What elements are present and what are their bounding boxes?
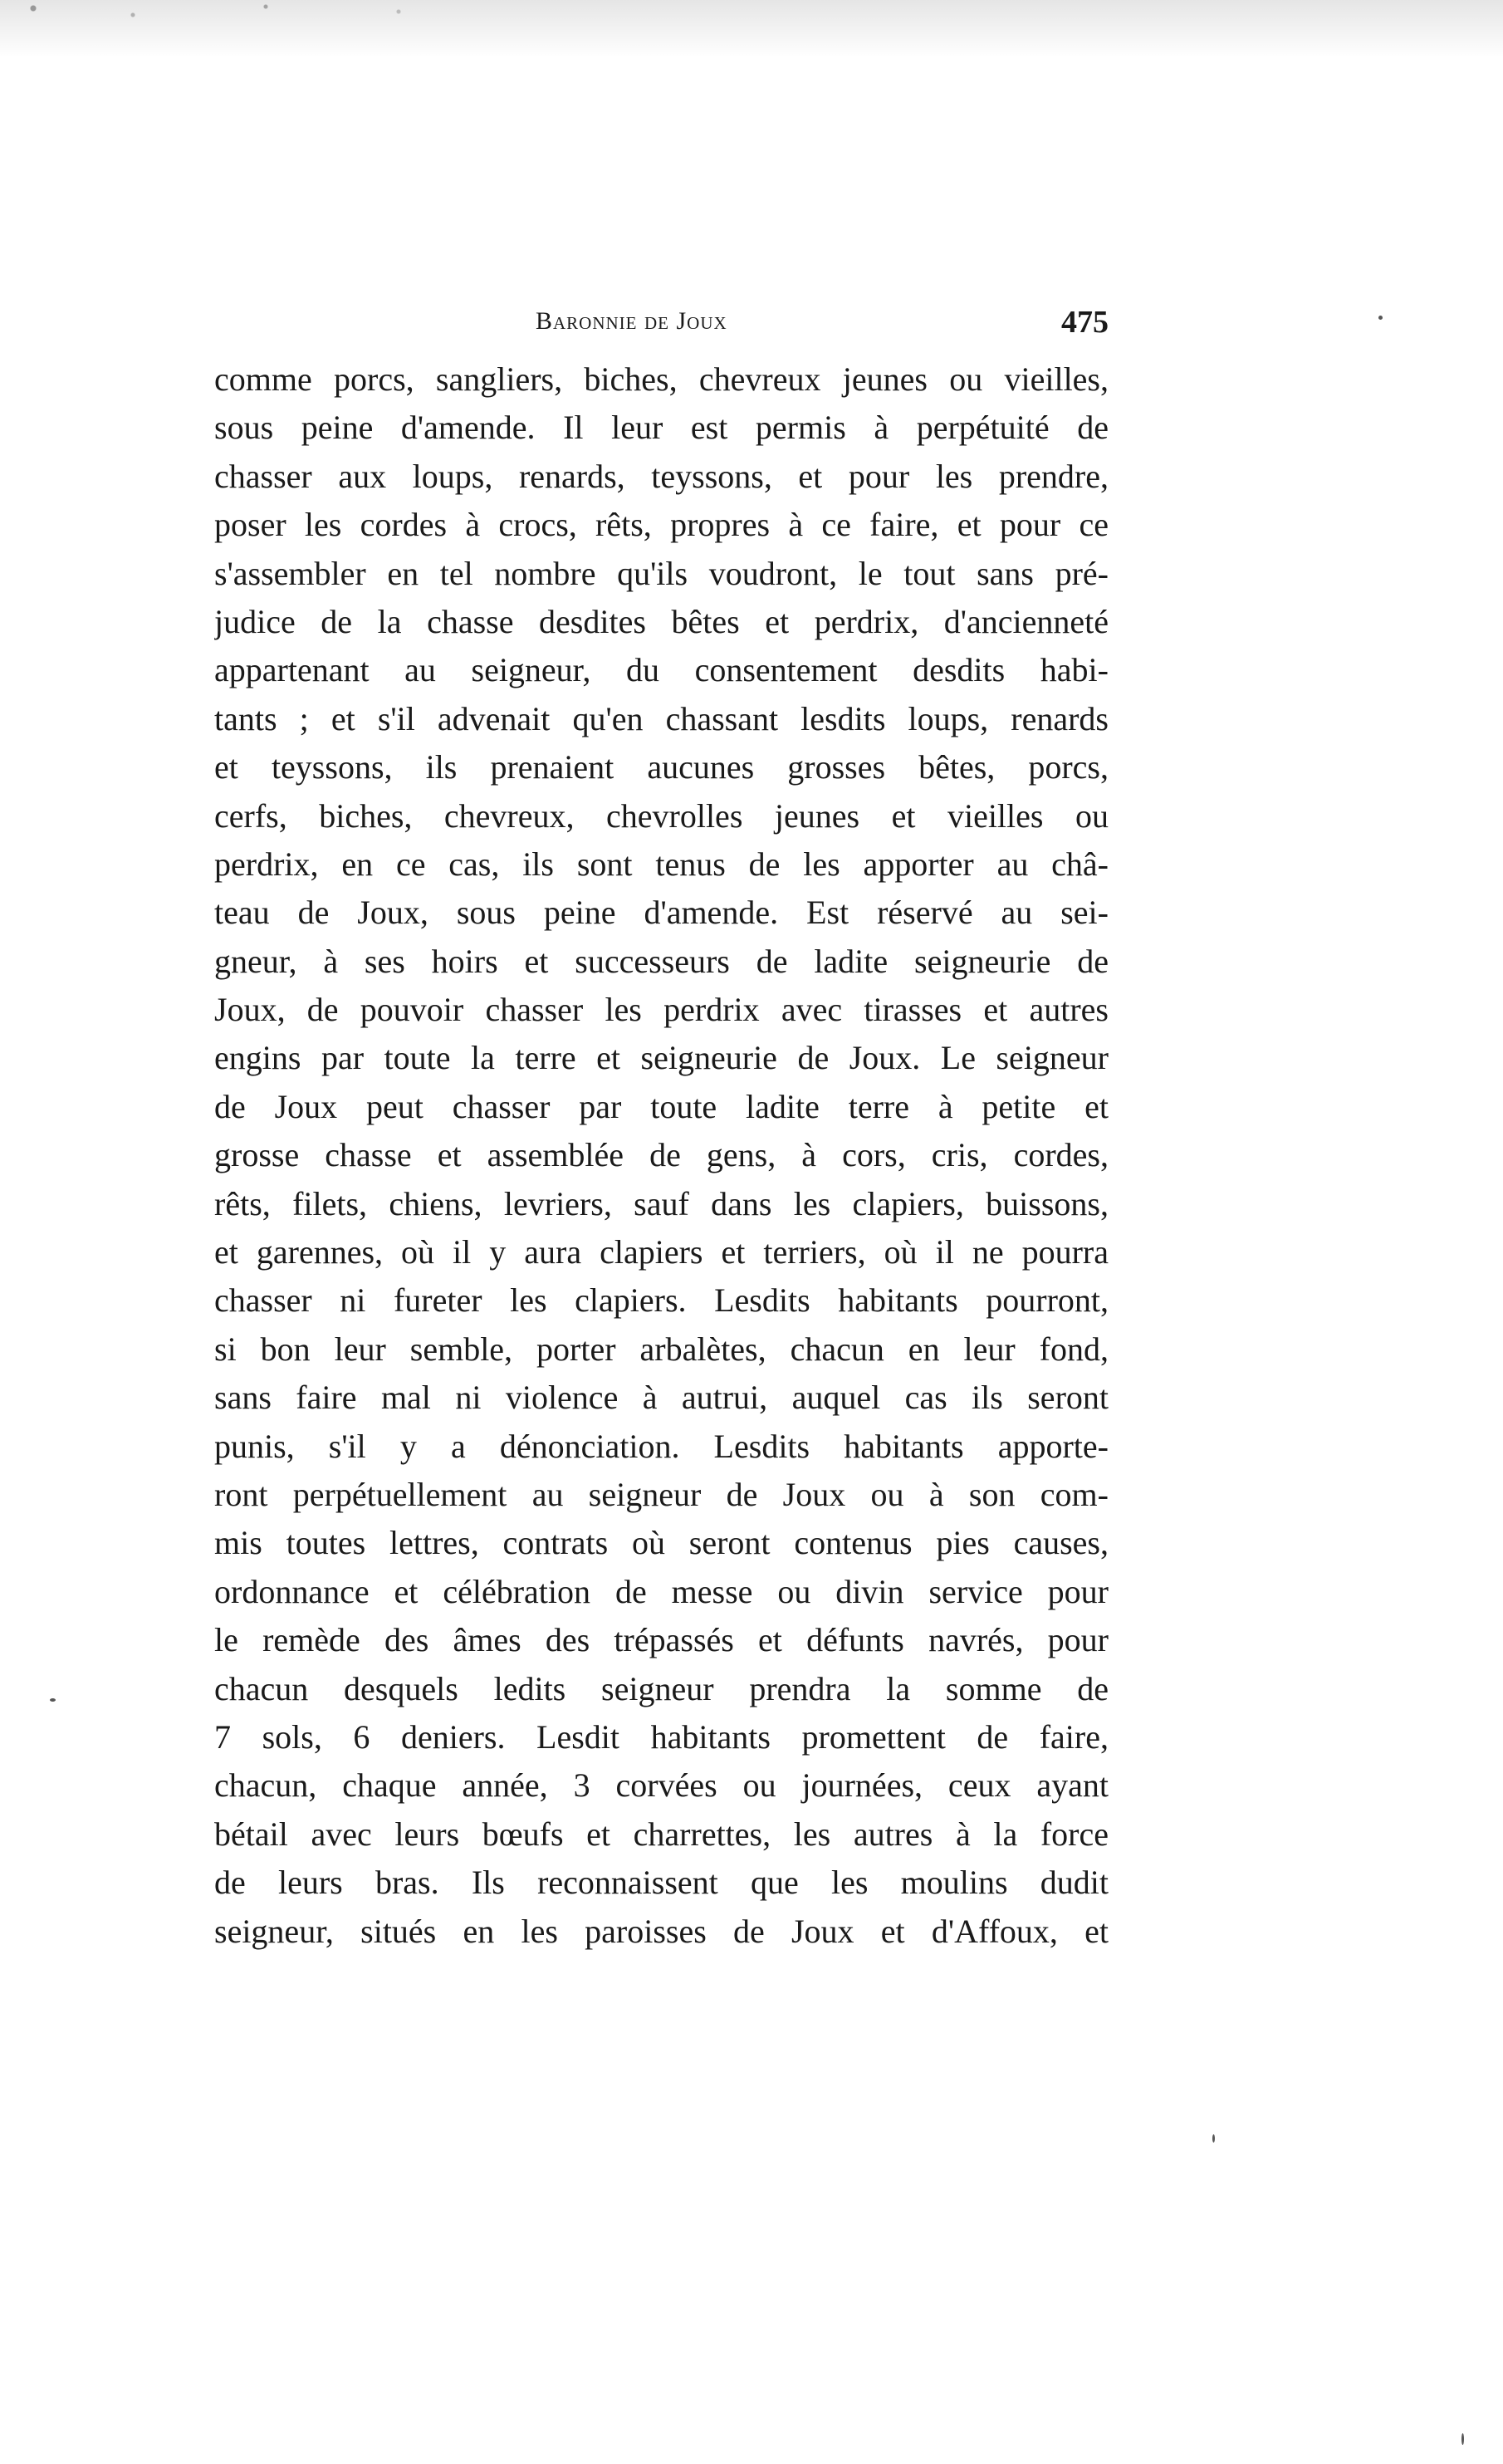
text-line: chasser ni fureter les clapiers. Lesdits habitants pourront,	[214, 1281, 1109, 1320]
scan-speck	[1212, 2134, 1215, 2143]
text-line: appartenant au seigneur, du consentement desdits habi-	[214, 651, 1109, 689]
text-line: et teyssons, ils prenaient aucunes grosses bêtes, porcs,	[214, 748, 1109, 786]
text-line: s'assembler en tel nombre qu'ils voudront, le tout sans pré-	[214, 554, 1109, 592]
text-line: sous peine d'amende. Il leur est permis à perpétuité de	[214, 409, 1109, 447]
text-line: ront perpétuellement au seigneur de Joux ou à son com-	[214, 1475, 1109, 1513]
scan-speck	[1461, 2433, 1464, 2445]
text-line: de leurs bras. Ils reconnaissent que les moulins dudit	[214, 1864, 1109, 1902]
page-number: 475	[1061, 305, 1109, 340]
scan-edge-artifact	[0, 0, 1503, 58]
text-line: et garennes, où il y aura clapiers et terriers, où il ne pourra	[214, 1233, 1109, 1271]
text-line: poser les cordes à crocs, rêts, propres à ce faire, et pour ce	[214, 506, 1109, 544]
running-header	[212, 304, 1109, 354]
text-line: engins par toute la terre et seigneurie de Joux. Le seigneur	[214, 1039, 1109, 1077]
text-line: mis toutes lettres, contrats où seront contenus pies causes,	[214, 1524, 1109, 1562]
running-title: Baronnie de Joux	[536, 307, 727, 335]
text-line: tants ; et s'il advenait qu'en chassant lesdits loups, renards	[214, 699, 1109, 737]
text-line: sans faire mal ni violence à autrui, auquel cas ils seront	[214, 1379, 1109, 1417]
text-line: le remède des âmes des trépassés et défunts navrés, pour	[214, 1621, 1109, 1659]
text-line: gneur, à ses hoirs et successeurs de ladite seigneurie de	[214, 942, 1109, 980]
text-line: seigneur, situés en les paroisses de Joux et d'Affoux, et	[214, 1912, 1109, 1950]
text-line: chasser aux loups, renards, teyssons, et pour les prendre,	[214, 457, 1109, 495]
text-line: bétail avec leurs bœufs et charrettes, les autres à la force	[214, 1815, 1109, 1853]
text-line: si bon leur semble, porter arbalètes, chacun en leur fond,	[214, 1330, 1109, 1368]
text-line: perdrix, en ce cas, ils sont tenus de les apporter au châ-	[214, 845, 1109, 883]
body-text	[214, 355, 1109, 1956]
text-line: chacun desquels ledits seigneur prendra la somme de	[214, 1669, 1109, 1707]
text-line: Joux, de pouvoir chasser les perdrix avec tirasses et autres	[214, 991, 1109, 1029]
scan-speck	[50, 1698, 56, 1702]
text-line: chacun, chaque année, 3 corvées ou journées, ceux ayant	[214, 1766, 1109, 1805]
text-line: teau de Joux, sous peine d'amende. Est réservé au sei-	[214, 894, 1109, 932]
text-line: grosse chasse et assemblée de gens, à cors, cris, cordes,	[214, 1136, 1109, 1174]
text-line: punis, s'il y a dénonciation. Lesdits habitants apporte-	[214, 1427, 1109, 1465]
text-line: rêts, filets, chiens, levriers, sauf dans les clapiers, buissons,	[214, 1184, 1109, 1222]
text-line: comme porcs, sangliers, biches, chevreux jeunes ou vieilles,	[214, 360, 1109, 398]
text-line: ordonnance et célébration de messe ou divin service pour	[214, 1572, 1109, 1610]
text-line: judice de la chasse desdites bêtes et perdrix, d'ancienneté	[214, 602, 1109, 640]
scan-speck	[1378, 316, 1383, 320]
text-line: 7 sols, 6 deniers. Lesdit habitants promettent de faire,	[214, 1717, 1109, 1756]
text-line: cerfs, biches, chevreux, chevrolles jeunes et vieilles ou	[214, 796, 1109, 835]
text-line: de Joux peut chasser par toute ladite terre à petite et	[214, 1087, 1109, 1125]
